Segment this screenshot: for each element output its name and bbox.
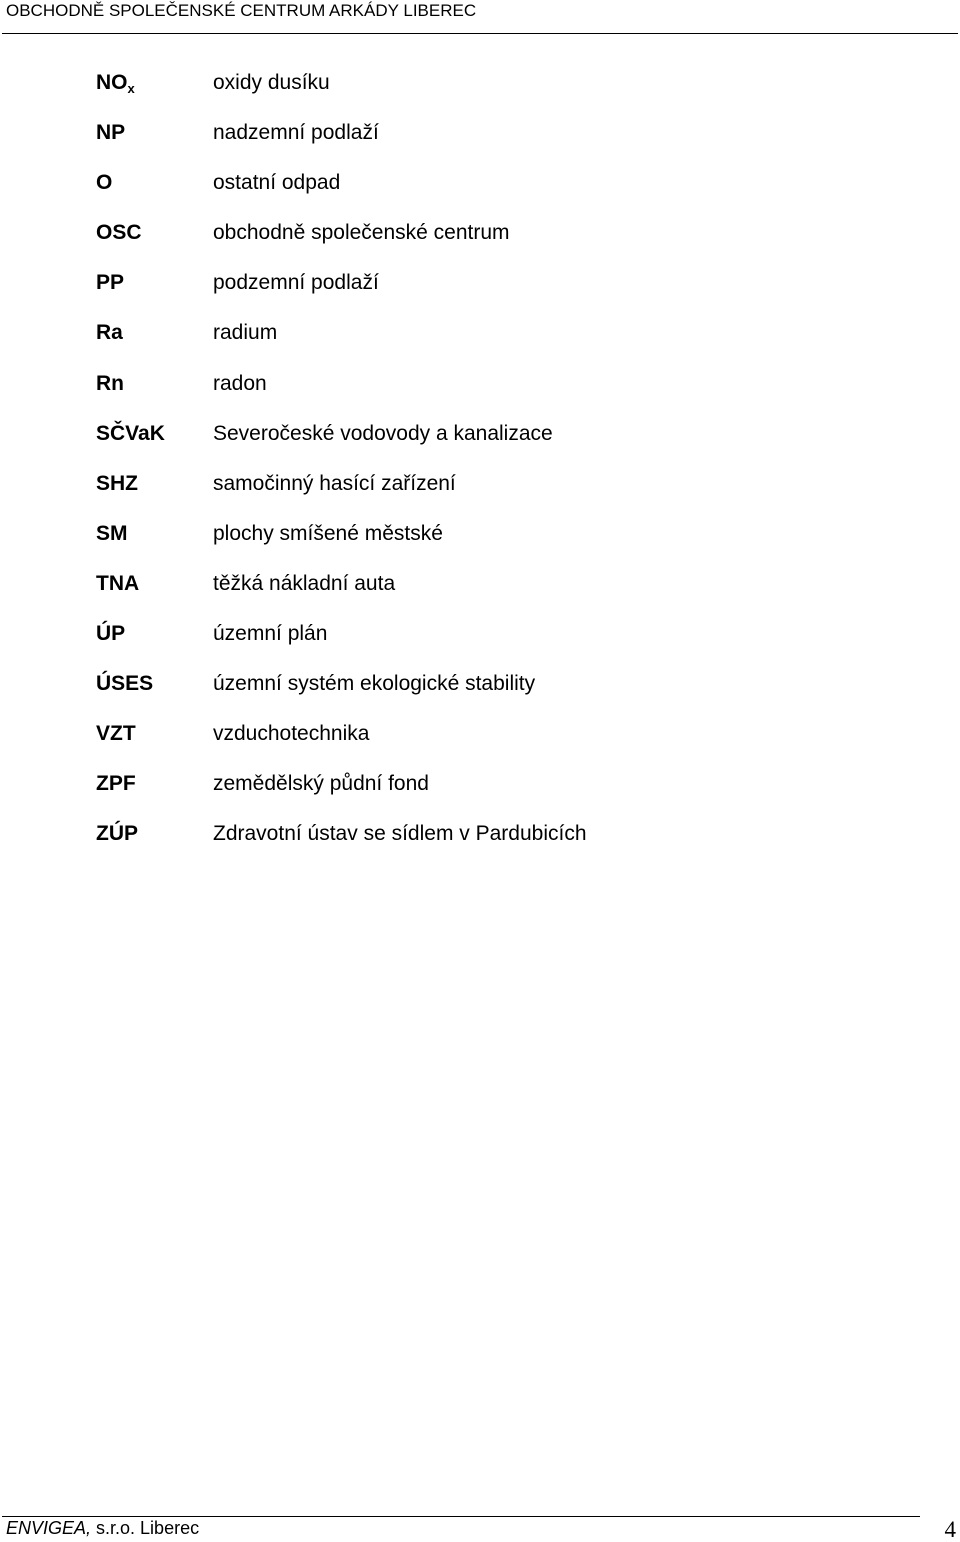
footer-company-name: ENVIGEA, — [6, 1518, 92, 1538]
abbreviation-code: NP — [96, 121, 126, 145]
abbreviation-description: zemědělský půdní fond — [213, 772, 429, 796]
abbreviation-description: samočinný hasící zařízení — [213, 471, 456, 495]
abbreviation-description: podzemní podlaží — [213, 271, 379, 295]
abbreviation-description: Zdravotní ústav se sídlem v Pardubicích — [213, 822, 587, 846]
abbreviation-code: $NO_x$ — [96, 71, 135, 96]
abbreviation-code: O — [96, 171, 113, 195]
page-header-title: OBCHODNĚ SPOLEČENSKÉ CENTRUM ARKÁDY LIBEREC — [6, 1, 477, 20]
abbreviation-code: Rn — [96, 371, 124, 395]
abbreviation-description: obchodně společenské centrum — [213, 221, 510, 245]
footer-company — [6, 1517, 199, 1539]
abbreviation-code: TNA — [96, 571, 140, 595]
page-number: 4 — [944, 1517, 956, 1542]
abbreviation-code: ÚP — [96, 622, 126, 646]
abbreviation-code-subscript: x — [127, 81, 135, 96]
abbreviation-code: ZÚP — [96, 822, 138, 846]
abbreviation-code: ZPF — [96, 772, 136, 796]
abbreviation-description: těžká nákladní auta — [213, 571, 396, 595]
abbreviation-code: SČVaK — [96, 421, 165, 445]
abbreviation-description: Severočeské vodovody a kanalizace — [213, 421, 553, 445]
abbreviation-code: SHZ — [96, 471, 138, 495]
abbreviation-description: vzduchotechnika — [213, 722, 370, 746]
abbreviation-description: územní plán — [213, 622, 328, 646]
abbreviation-code: Ra — [96, 321, 123, 345]
abbreviation-code: OSC — [96, 221, 142, 245]
abbreviation-description: radium — [213, 321, 278, 345]
abbreviation-code: PP — [96, 271, 125, 295]
abbreviation-description: radon — [213, 371, 267, 395]
abbreviation-description: územní systém ekologické stability — [213, 672, 536, 696]
abbreviation-code: SM — [96, 521, 128, 545]
abbreviation-description: plochy smíšené městské — [213, 521, 443, 545]
abbreviation-description: nadzemní podlaží — [213, 121, 379, 145]
abbreviation-description: ostatní odpad — [213, 171, 341, 195]
header-divider — [2, 33, 958, 34]
abbreviation-description: oxidy dusíku — [213, 71, 330, 94]
abbreviation-code: ÚSES — [96, 672, 154, 696]
abbreviation-code: VZT — [96, 722, 136, 746]
footer-company-suffix: s.r.o. Liberec — [91, 1518, 200, 1538]
